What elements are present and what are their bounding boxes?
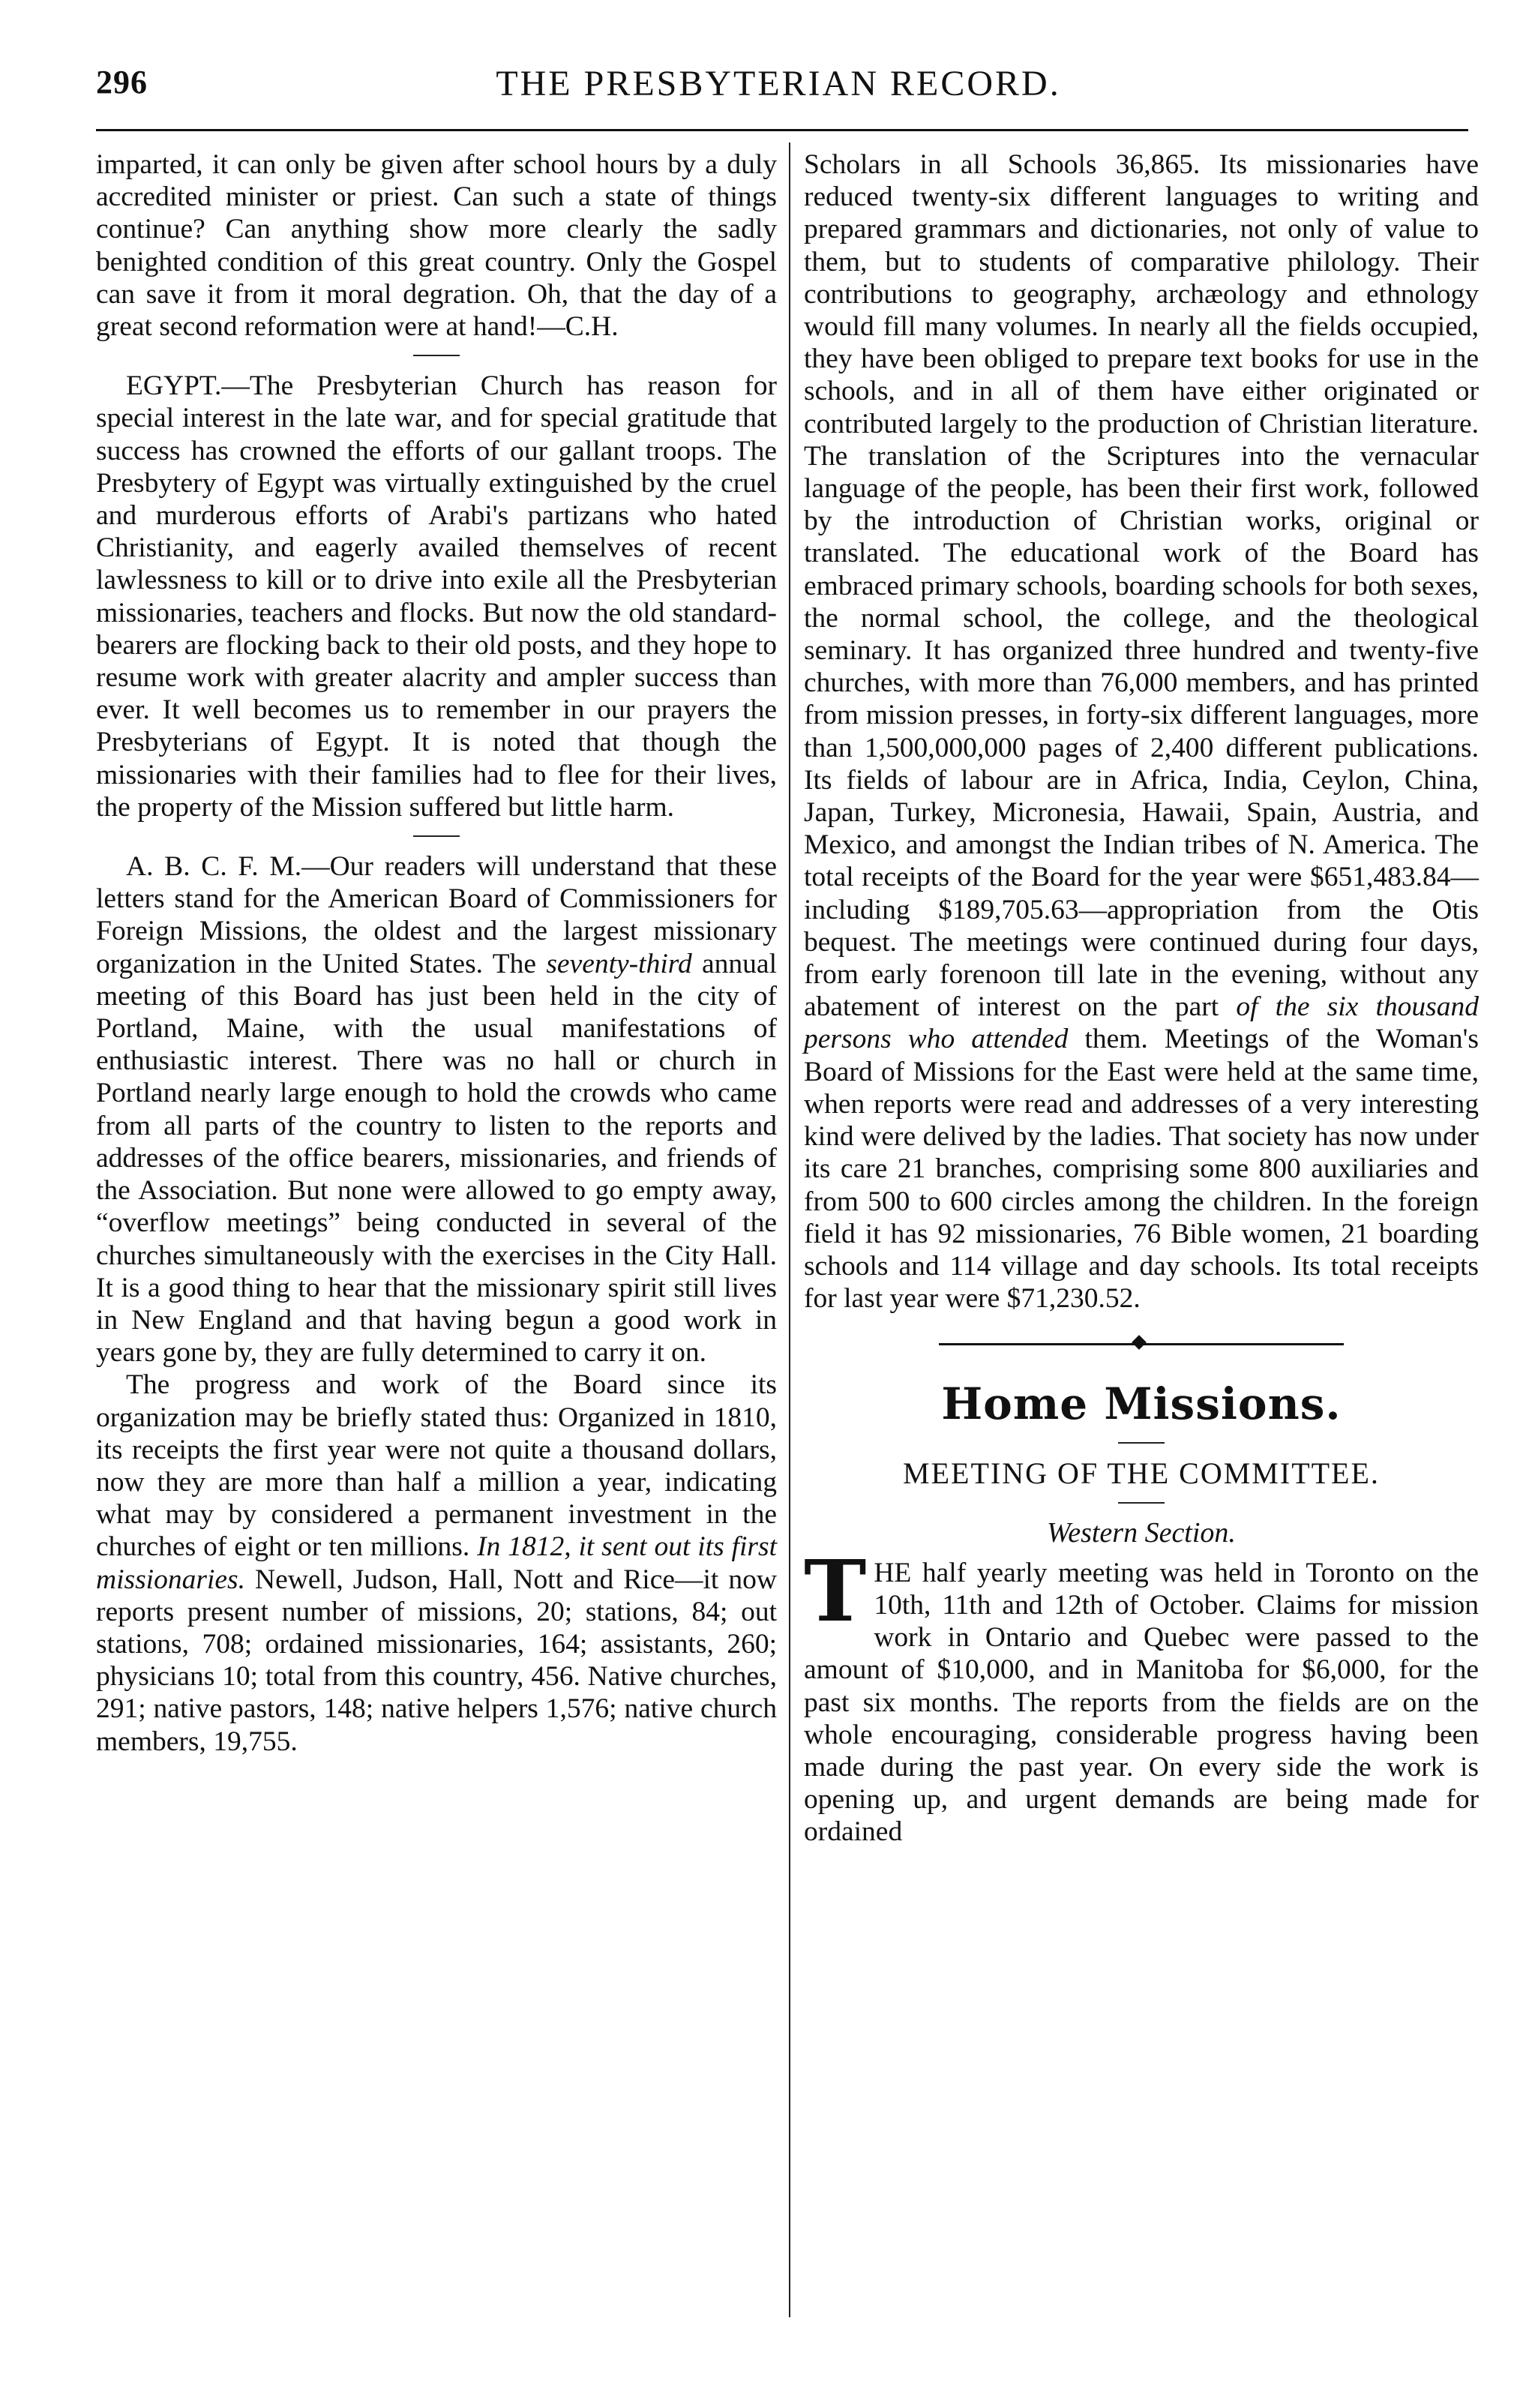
section-divider: [1118, 1502, 1165, 1504]
header-rule: [96, 129, 1468, 131]
emphasis-text: seventy-third: [546, 948, 692, 979]
section-title: Home Missions.: [941, 1378, 1342, 1430]
column-divider: [789, 142, 790, 2317]
emphasis-text: of the six thousand persons who attended: [804, 991, 1480, 1055]
paragraph-meeting: [804, 1542, 1479, 1849]
page-number: 296: [96, 64, 148, 100]
text-run: Scholars in all Schools 36,865. Its missionaries have reduced twenty-six different languages to writing and prepared grammars and dictionaries, not only of value to them, but to students of comparative philology. Their contributions to geography, archæology and ethnology would fill many volumes. In nearly all the fields occupied, they have been obliged to prepare text books for use in the schools, and in all of them have either originated or contributed largely to the production of Christian literature. The translation of the Scriptures into the vernacular language of the people, has been their first work, followed by the introduction of Christian works, original or translated. The educational work of the Board has embraced primary schools, boarding schools for both sexes, the normal school, the college, and the theological seminary. It has organized three hundred and twenty-five churches, with more than 76,000 members, and has printed from mission presses, in forty-six different languages, more than 1,500,000,000 pages of 2,400 different publications. Its fields of labour are in Africa, India, Ceylon, China, Japan, Turkey, Micronesia, Hawaii, Spain, Austria, and Mexico, and amongst the Indian tribes of N. America. The total receipts of the Board for the year were $651,483.84—including $189,705.63—appropriation from the Otis bequest. The meetings were continued during four days, from early forenoon till late in the evening, without any abatement of interest on the part: [804, 149, 1479, 1023]
text-run: Newell, Judson, Hall, Nott and Rice—it now reports present number of missions, 20; stations, 84; out stations, 708; ordained missionaries, 164; assistants, 260; physicians 10; total from this country, 456. Native churches, 291; native pastors, 148; native helpers 1,576; native church members, 19,755.: [96, 1564, 777, 1757]
drop-cap: T: [804, 1542, 867, 1641]
paragraph-continued: imparted, it can only be given after school hours by a duly accredited minister or priest. Can such a state of things continue? Can anything show more clearly the sadly benighted condition of this great country. Only the Gospel can save it from it moral degration. Oh, that the day of a great second reformation were at hand!—C.H.: [96, 149, 777, 343]
emphasis-text: In 1812, it sent out its first missionaries.: [96, 1531, 777, 1595]
article-subheading: Western Section.: [1047, 1516, 1236, 1549]
section-divider: [413, 355, 460, 356]
text-run: HE half yearly meeting was held in Toronto on the 10th, 11th and 12th of October. Claims for mission work in Ontario and Quebec were passed to the amount of $10,000, and in Manitoba for $6,000, for the past six months. The reports from the fields are on the whole encouraging, considerable progress having been made during the past year. On every side the work is opening up, and urgent demands are being made for ordained: [804, 1557, 1479, 1848]
text-run: A. B. C. F. M.—Our readers will understand that these letters stand for the American Board of Commissioners for Foreign Missions, the oldest and the largest missionary organization in the United States. The: [96, 851, 777, 979]
paragraph-scholars: [804, 148, 1479, 1315]
text-run: The progress and work of the Board since its organization may be briefly stated thus: Organized in 1810, its receipts the first year were not quite a thousand dollars, now they are more than half a million a year, indicating what may by considered a permanent investment in the churches of eight or ten millions.: [96, 1369, 777, 1563]
paragraph-egypt: EGYPT.—The Presbyterian Church has reason for special interest in the late war, and for special gratitude that success has crowned the efforts of our gallant troops. The Presbytery of Egypt was virtually extinguished by the cruel and murderous efforts of Arabi's partizans who hated Christianity, and eagerly availed themselves of recent lawlessness to kill or to drive into exile all the Presbyterian missionaries, teachers and flocks. But now the old standard-bearers are flocking back to their old posts, and they hope to resume work with greater alacrity and ampler success than ever. It well becomes us to remember in our prayers the Presbyterians of Egypt. It is noted that though the missionaries with their families had to flee for their lives, the property of the Mission suffered but little harm.: [96, 370, 777, 823]
paragraph-abcfm: [96, 850, 777, 1369]
ornament-diamond: [1132, 1335, 1147, 1350]
running-title: THE PRESBYTERIAN RECORD.: [496, 64, 1061, 103]
section-divider: [1118, 1442, 1165, 1444]
text-run: annual meeting of this Board has just been held in the city of Portland, Maine, with the usual manifestations of enthusiastic interest. There was no hall or church in Portland nearly large enough to hold the crowds who came from all parts of the country to listen to the reports and addresses of the office bearers, missionaries, and friends of the Association. But none were allowed to go empty away, “overflow meetings” being conducted in several of the churches simultaneously with the exercises in the City Hall. It is a good thing to hear that the missionary spirit still lives in New England and that having begun a good work in years gone by, they are fully determined to carry it on.: [96, 948, 777, 1369]
article-heading: MEETING OF THE COMMITTEE.: [903, 1456, 1380, 1491]
paragraph-board-progress: [96, 1369, 777, 1757]
text-run: them. Meetings of the Woman's Board of Missions for the East were held at the same time, when reports were read and addresses of a very interesting kind were delived by the ladies. That society has now under its care 21 branches, comprising some 800 auxiliaries and from 500 to 600 circles among the children. In the foreign field it has 92 missionaries, 76 Bible women, 21 boarding schools and 114 village and day schools. Its total receipts for last year were $71,230.52.: [804, 1024, 1479, 1315]
page-header: [96, 63, 1461, 115]
ornamental-divider: [804, 1333, 1479, 1355]
section-divider: [413, 835, 460, 837]
left-column: [96, 148, 777, 1758]
right-column: [804, 148, 1479, 1849]
